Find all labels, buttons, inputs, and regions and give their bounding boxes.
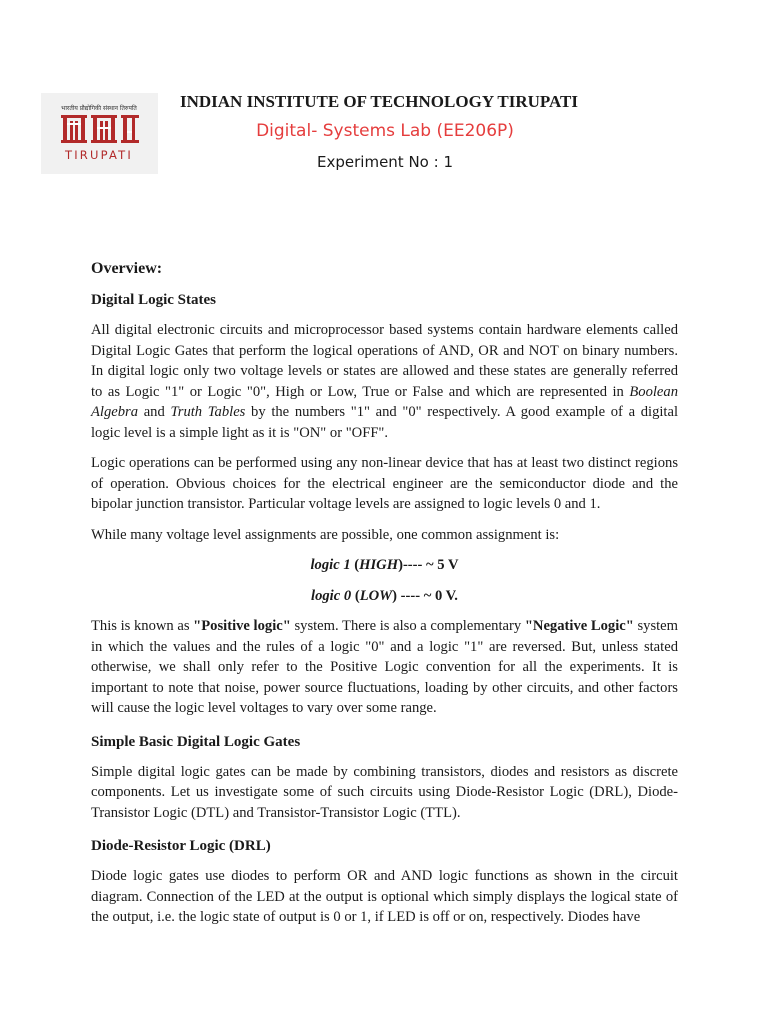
paragraph-logic-states: All digital electronic circuits and microprocessor based systems contain hardware elements called Digital Logic Gates that perform the logical operations of AND, OR and NOT on binary numbers. In digital logic only two voltage levels or states are allowed and these states are generally referred to as Logic "1" or Logic "0", High or Low, True or False and which are represented in Boolean Algebra and Truth Tables by the numbers "1" and "0" respectively. A good example of a digital logic level is a simple light as it is "ON" or "OFF". (91, 322, 679, 441)
overview-heading: Overview: (91, 260, 163, 277)
paragraph-logic-operations: Logic operations can be performed using any non-linear device that has at least two distinct regions of operation. Obvious choices for the electrical engineer are the semiconductor diode and the bipolar junction transistor. Particular voltage levels are assigned to logic levels 0 and 1. (91, 455, 678, 512)
paragraph-basic-logic-gates: Simple digital logic gates can be made by combining transistors, diodes and resistors as discrete components. Let us investigate some of such circuits using Diode-Resistor Logic (DRL), Diode-Transistor Logic (DTL) and Transistor-Transistor Logic (TTL). (91, 763, 678, 821)
iit-tirupati-logo (41, 93, 158, 174)
svg-text:TIRUPATI: TIRUPATI (64, 148, 134, 162)
svg-text:भारतीय प्रौद्योगिकी संस्थान ति: भारतीय प्रौद्योगिकी संस्थान तिरुपति (61, 105, 137, 112)
paragraph-positive-logic: This is known as "Positive logic" system. There is also a complementary "Negative Logic" system in which the values and the rules of a logic "0" and a logic "1" are reversed. But, unless stated otherwise, we shall only refer to the Positive Logic convention for all the experiments. It is important to note that noise, power source fluctuations, loading by other circuits, and other factors will cause the logic level voltages to vary over some range. (91, 618, 679, 716)
basic-logic-gates-heading: Simple Basic Digital Logic Gates (91, 733, 301, 750)
equation-logic-1: logic 1 (HIGH)---- ~ 5 V (310, 557, 459, 573)
paragraph-voltage-assignment: While many voltage level assignments are possible, one common assignment is: (91, 526, 560, 543)
drl-heading: Diode-Resistor Logic (DRL) (91, 838, 271, 854)
equation-logic-0: logic 0 (LOW) ---- ~ 0 V. (311, 587, 458, 604)
institute-title: INDIAN INSTITUTE OF TECHNOLOGY TIRUPATI (180, 92, 579, 111)
digital-logic-states-heading: Digital Logic States (91, 292, 216, 308)
paragraph-drl: Diode logic gates use diodes to perform OR and AND logic functions as shown in the circuit diagram. Connection of the LED at the output is optional which simply displays the logical state of the output, i.e. the logic state of output is 0 or 1, if LED is off or on, respectively. Diodes have (91, 868, 678, 925)
document-body (91, 258, 678, 928)
experiment-number: Experiment No : 1 (317, 153, 453, 171)
lab-title: Digital- Systems Lab (EE206P) (256, 121, 514, 141)
